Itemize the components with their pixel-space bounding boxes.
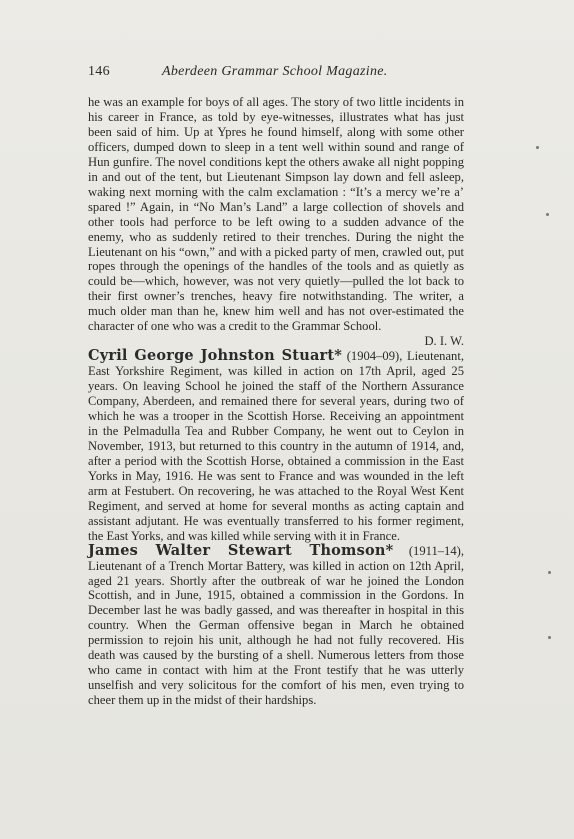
obituary-name: James Walter Stewart Thomson* [88, 541, 394, 559]
obituary-entry-stuart [88, 349, 464, 543]
obituary-name: Cyril George Johnston Stuart* [88, 347, 343, 365]
author-signature: D. I. W. [424, 334, 464, 349]
obituary-text: Lieutenant of a Trench Mortar Battery, was killed in action on 12th April, aged 21 years. Shortly after the outbreak of war he joined the London Scottish, and in June, 1915, obtained a commission in the Gordons. In December last he was badly gassed, and was thereafter in hospital in this country. When the German offensive began in March he obtained permission to rejoin his unit, although he had not fully recovered. His death was caused by the bursting of a shell. Numerous letters from those who came in contact with him at the Front testify that he was utterly unselfish and very solicitous for the comfort of his men, even trying to cheer them up in the midst of their hardships. [88, 558, 464, 708]
obituary-text: Lieutenant, East Yorkshire Regiment, was killed in action on 17th April, aged 25 years. On leaving School he joined the staff of the Northern Assurance Company, Aberdeen, and remained there for several years, during two of which he was a trooper in the Scottish Horse. Receiving an appointment in the Pelmadulla Tea and Rubber Company, he went out to Ceylon in November, 1913, but returned to this country in the autumn of 1914, and, after a period with the Scottish Horse, obtained a commission in the East Yorks in May, 1916. He was sent to France and was wounded in the left arm at Festubert. On recovering, he was attached to the Royal West Kent Regiment, and served at home for several months as acting captain and assistant adjutant. He was eventually transferred to his former regiment, the East Yorks, and was killed while serving with it in France. [88, 349, 464, 543]
tribute-paragraph: he was an example for boys of all ages. The story of two little incidents in his career in France, as told by eye-witnesses, illustrates what has just been said of him. Up at Ypres he found himself, along with some other officers, dumped down to sleep in a tent well within sound and range of Hun gunfire. The novel conditions kept the others awake all night popping in and out of the tent, but Lieutenant Simpson lay down and fell asleep, waking next morning with the calm exclamation : “It’s a mercy we’re a’ spared !” Again, in “No Man’s Land” a large collection of shovels and other tools had perforce to be left owing to a sudden advance of the enemy, who as suddenly retired to their trenches. During the night the Lieutenant on his “own,” and with a picked party of men, crawled out, put ropes through the openings of the handles of the tools and as quietly as could be—which, however, was not very quietly—pulled the lot back to their first owner’s trenches, heavy fire notwithstanding. The writer, a much older man than he, knew him well and has not over-estimated the character of one who was a credit to the Grammar School. [88, 95, 464, 334]
page-number: 146 [88, 64, 110, 79]
running-header [88, 64, 488, 84]
margin-speck [536, 146, 539, 149]
obituary-entry-thomson [88, 541, 464, 708]
obituary-dates: (1911–14), [393, 543, 464, 558]
journal-title: Aberdeen Grammar School Magazine. [162, 64, 388, 79]
margin-speck [548, 571, 551, 574]
margin-speck [548, 636, 551, 639]
obituary-dates: (1904–09), [342, 349, 403, 364]
margin-speck [546, 213, 549, 216]
article-body [88, 95, 464, 708]
